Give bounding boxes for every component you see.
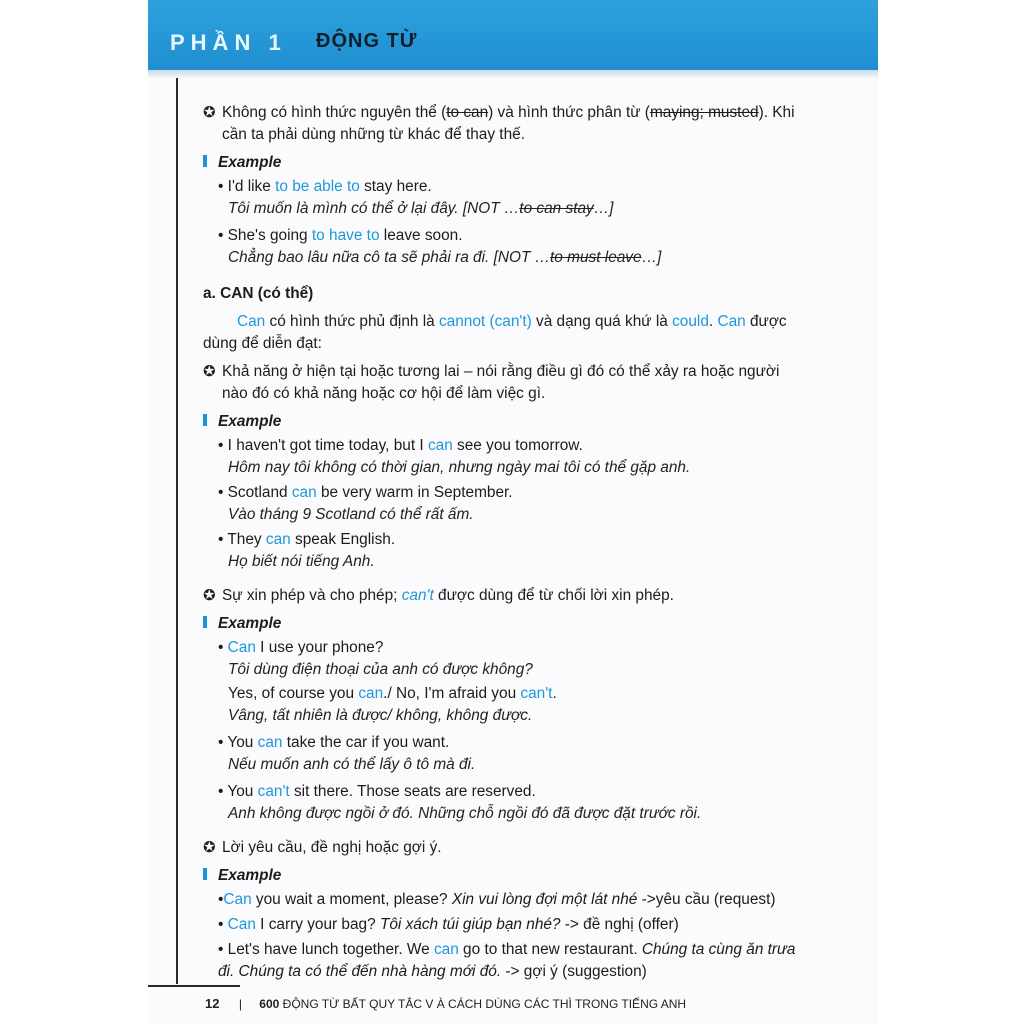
example-block-4 — [203, 865, 803, 983]
margin-rule — [176, 78, 178, 984]
example-item: • She's going to have to leave soon. Chẳng bao lâu nữa cô ta sẽ phải ra đi. [NOT …to must leave…] — [218, 225, 803, 269]
example-block-3 — [203, 613, 803, 825]
footer-separator: | — [238, 997, 242, 1011]
example-item: • You can't sit there. Those seats are reserved. Anh không được ngồi ở đó. Những chỗ ngồi đó đã được đặt trước rồi. — [218, 781, 803, 825]
example-title: Example — [218, 615, 282, 632]
example-item: •Can you wait a moment, please? Xin vui lòng đợi một lát nhé ->yêu cầu (request) — [218, 891, 776, 908]
bullet-infinitive: ✪ Không có hình thức nguyên thể (to can) và hình thức phân từ (maying; musted). Khi cần ta phải dùng những từ khác để thay thế. — [203, 104, 795, 143]
bullet-ability: ✪ Khả năng ở hiện tại hoặc tương lai – nói rằng điều gì đó có thể xảy ra hoặc người nào đó có khả năng hoặc cơ hội để làm việc gì. — [203, 363, 780, 402]
reply-line: Yes, of course you can./ No, I'm afraid you can't. — [228, 685, 557, 702]
chapter-title: ĐỘNG TỪ — [316, 30, 418, 52]
translation: Tôi dùng điện thoại của anh có được không? — [228, 661, 533, 678]
page-content — [203, 102, 803, 995]
part-label: PHẦN 1 — [170, 30, 287, 55]
can-intro-paragraph: Can có hình thức phủ định là cannot (can't) và dạng quá khứ là could. Can được dùng để diễn đạt: — [203, 313, 787, 352]
translation: Tôi muốn là mình có thể ở lại đây. [NOT …to can stay…] — [228, 200, 614, 217]
translation: Nếu muốn anh có thể lấy ô tô mà đi. — [228, 756, 476, 773]
example-title: Example — [218, 413, 282, 430]
star-bullet-icon: ✪ — [203, 104, 216, 121]
star-bullet-icon: ✪ — [203, 587, 216, 604]
bullet-request: ✪ Lời yêu cầu, đề nghị hoặc gợi ý. — [203, 837, 803, 859]
book-title-number: 600 — [259, 997, 280, 1011]
example-item: • They can speak English. Họ biết nói tiếng Anh. — [218, 529, 803, 573]
example-item: • Let's have lunch together. We can go to that new restaurant. Chúng ta cùng ăn trưa đi. Chúng ta có thể đến nhà hàng mới đó. -> gợi ý (suggestion) — [218, 941, 796, 980]
example-item: • I'd like to be able to stay here. Tôi muốn là mình có thể ở lại đây. [NOT …to can stay…] — [218, 176, 803, 220]
example-block-2 — [203, 411, 803, 573]
page-footer — [205, 996, 686, 1011]
translation: Vâng, tất nhiên là được/ không, không được. — [228, 707, 533, 724]
star-bullet-icon: ✪ — [203, 363, 216, 380]
example-block-1 — [203, 152, 803, 269]
example-item: • Can I use your phone? Tôi dùng điện thoại của anh có được không? Yes, of course you can./ No, I'm afraid you can't. Vâng, tất nhiên là được/ không, không được. — [218, 637, 803, 727]
example-title: Example — [218, 154, 282, 171]
example-title: Example — [218, 867, 282, 884]
banner-shadow — [148, 70, 878, 78]
example-item: • You can take the car if you want. Nếu muốn anh có thể lấy ô tô mà đi. — [218, 732, 803, 776]
translation: Chẳng bao lâu nữa cô ta sẽ phải ra đi. [NOT …to must leave…] — [228, 249, 662, 266]
example-item: • Can I carry your bag? Tôi xách túi giúp bạn nhé? -> đề nghị (offer) — [218, 916, 679, 933]
book-title: ĐỘNG TỪ BẤT QUY TẮC V À CÁCH DÙNG CÁC THÌ TRONG TIẾNG ANH — [279, 997, 687, 1011]
translation: Hôm nay tôi không có thời gian, nhưng ngày mai tôi có thể gặp anh. — [228, 459, 691, 476]
section-heading-can: a. CAN (có thể) — [203, 285, 314, 302]
example-item: • Scotland can be very warm in September. Vào tháng 9 Scotland có thể rất ấm. — [218, 482, 803, 526]
bullet-permission: ✪ Sự xin phép và cho phép; can't được dùng để từ chối lời xin phép. — [203, 585, 803, 607]
page-number: 12 — [205, 996, 220, 1011]
star-bullet-icon: ✪ — [203, 839, 216, 856]
translation: Họ biết nói tiếng Anh. — [228, 553, 375, 570]
example-item: • I haven't got time today, but I can see you tomorrow. Hôm nay tôi không có thời gian, nhưng ngày mai tôi có thể gặp anh. — [218, 435, 803, 479]
translation: Anh không được ngồi ở đó. Những chỗ ngồi đó đã được đặt trước rồi. — [228, 805, 702, 822]
translation: Vào tháng 9 Scotland có thể rất ấm. — [228, 506, 474, 523]
